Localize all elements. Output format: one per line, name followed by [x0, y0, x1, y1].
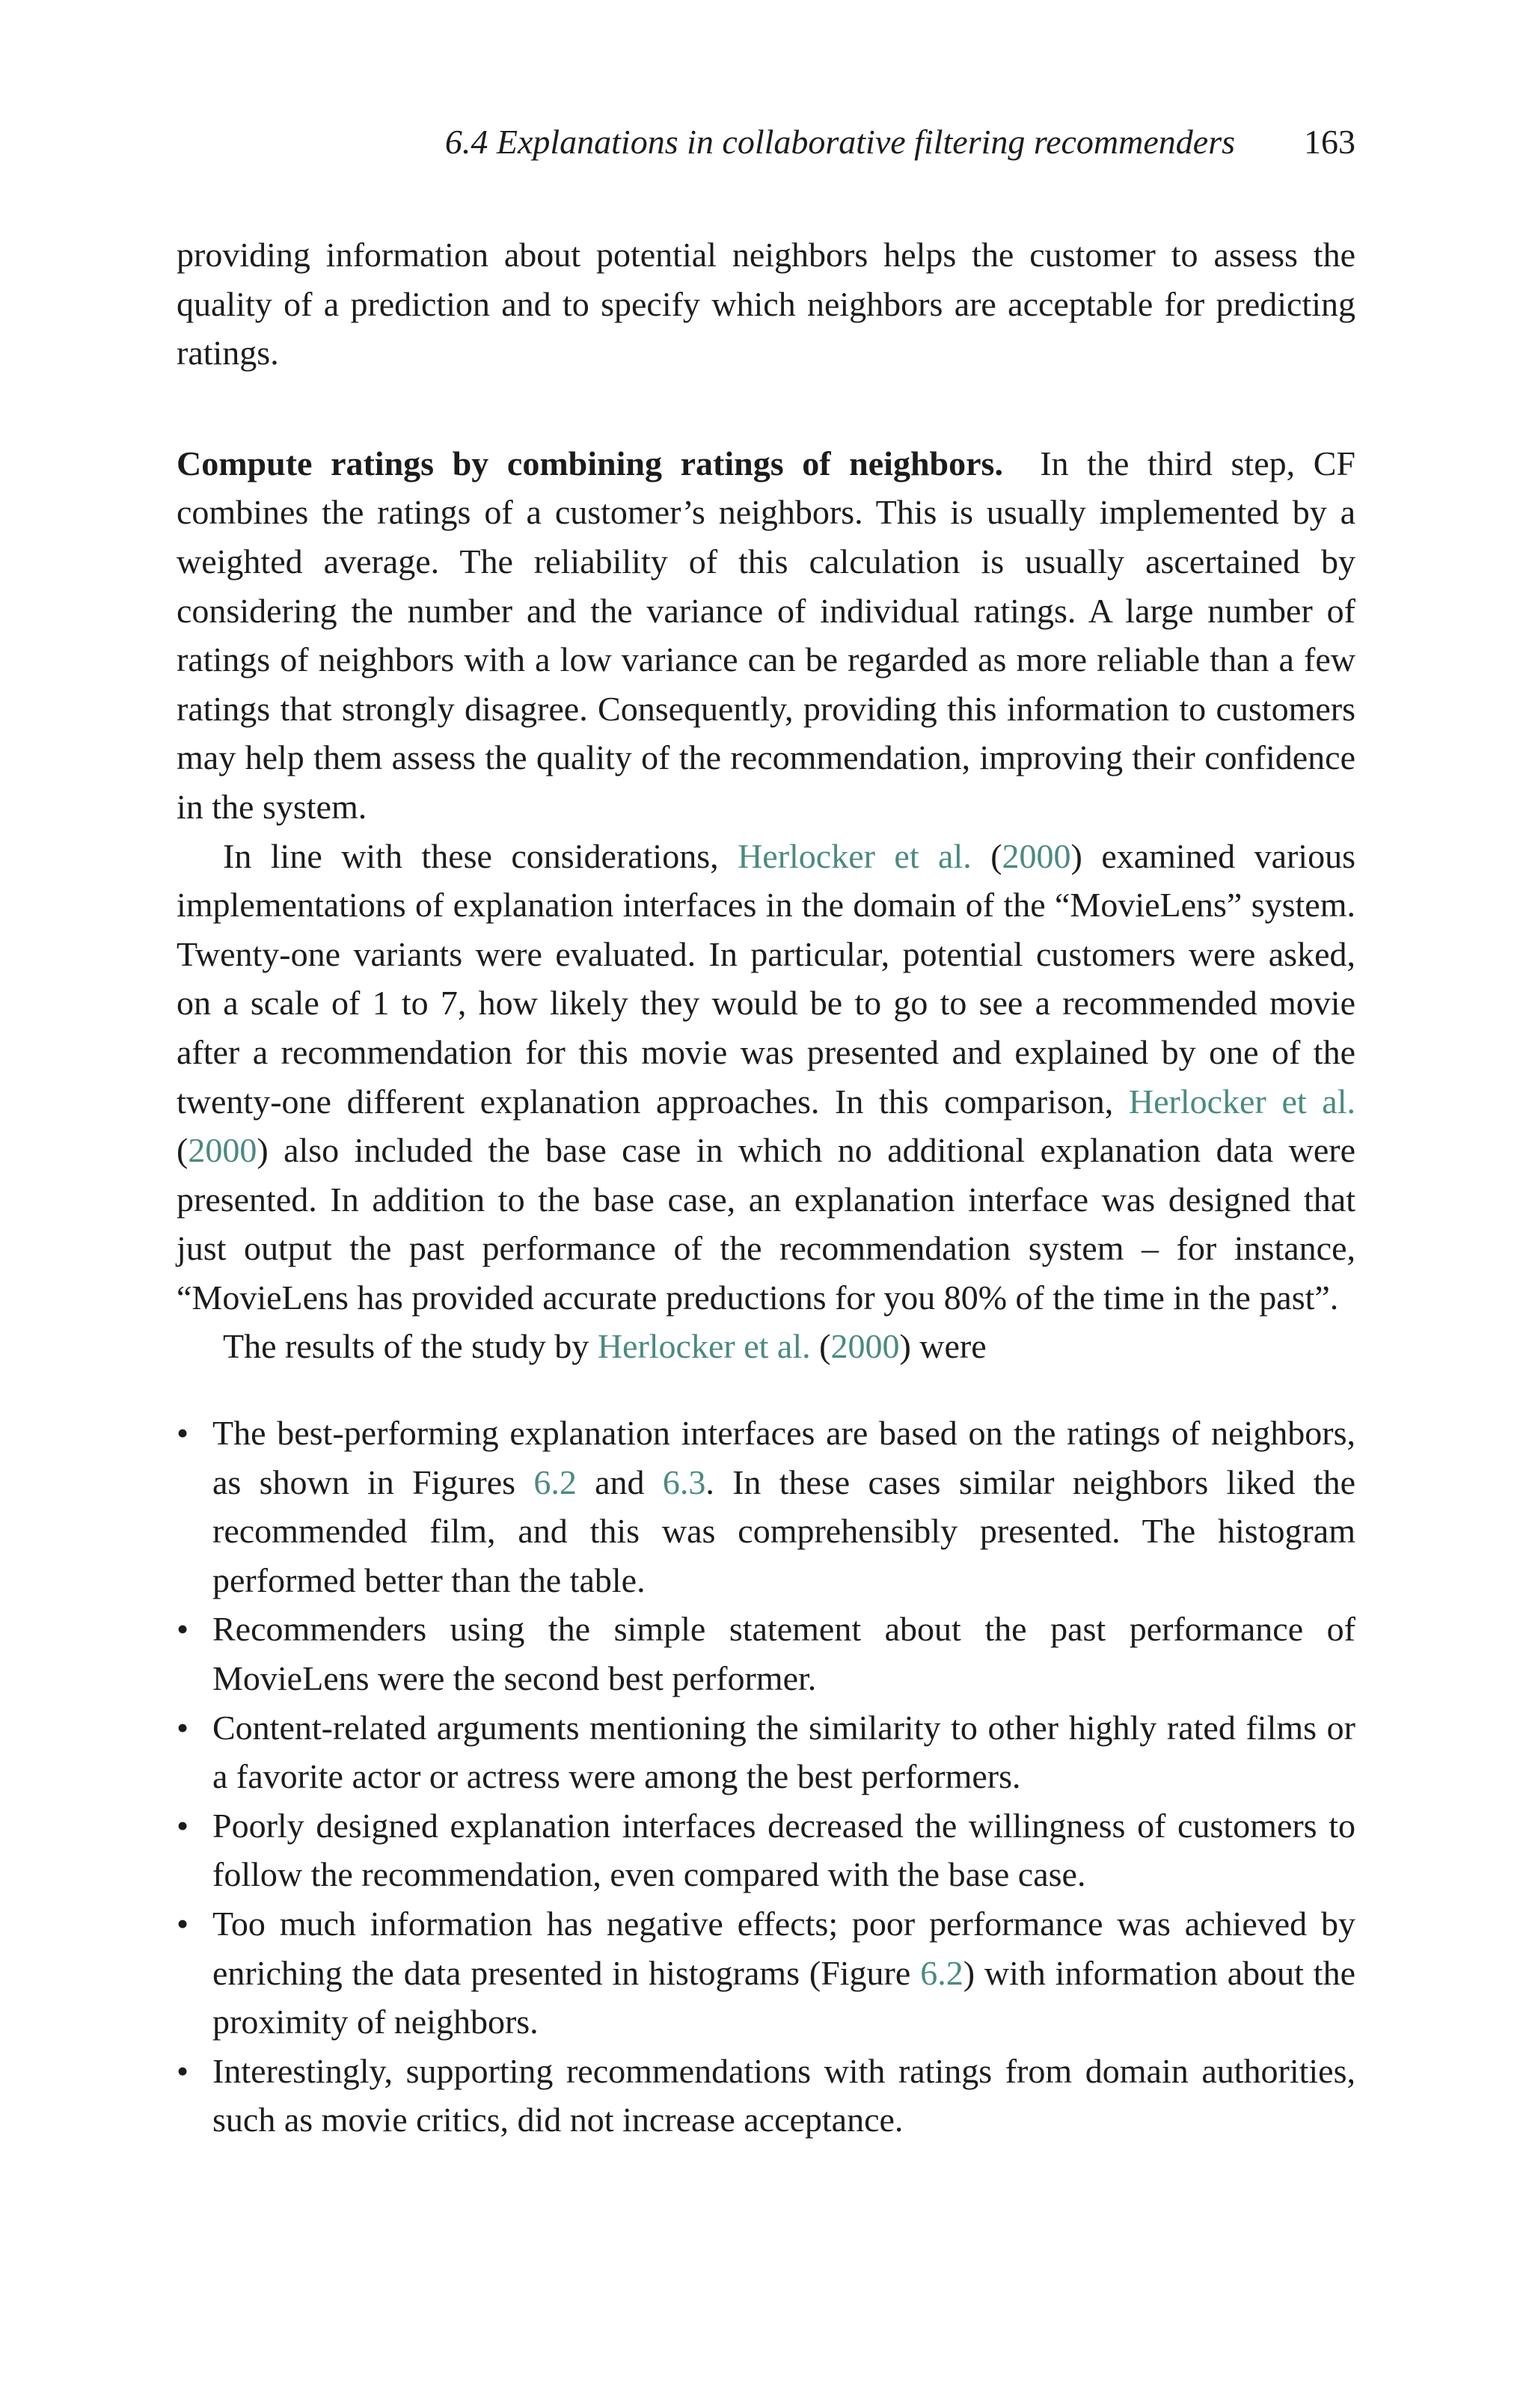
bullet-icon: •	[177, 2051, 189, 2090]
text-run: Content-related arguments mentioning the similarity to other highly rated films or a favorite actor or actress were among the best performers.	[212, 1708, 1355, 1796]
figure-ref-link[interactable]: 6.2	[533, 1462, 577, 1501]
citation-author-link[interactable]: Herlocker et al.	[1128, 1082, 1355, 1121]
figure-ref-link[interactable]: 6.3	[662, 1462, 706, 1501]
run-in-heading: Compute ratings by combining ratings of neighbors.	[177, 444, 1003, 482]
paragraph-continued	[177, 230, 1355, 378]
figure-ref-link[interactable]: 6.2	[920, 1953, 963, 1992]
bullet-item	[177, 1605, 1355, 1703]
bullet-icon: •	[177, 1708, 189, 1747]
bullet-item	[177, 1703, 1355, 1801]
paragraph-results-intro: The results of the study by Herlocker et al. (2000) were	[223, 1327, 987, 1366]
text-run: Poorly designed explanation interfaces decreased the willingness of customers to follow the recommendation, even compared with the base case.	[212, 1806, 1355, 1894]
text-run: examined various implementations of explanation interfaces in the domain of the “MovieLens” system. Twenty-one variants were evaluated. In particular, potential customers were asked, on a scale of 1 to 7, how likely they would be to go to see a recommended movie after a recommendation for this movie was presented and explained by one of the twenty-one different explanation approaches. In this comparison,	[177, 836, 1355, 1121]
paragraph-text: providing information about potential neighbors helps the customer to assess the quality of a prediction and to specify which neighbors are acceptable for predicting ratings.	[177, 236, 1355, 373]
citation-year-link[interactable]: 2000	[1002, 836, 1071, 875]
bullet-icon: •	[177, 1905, 189, 1943]
text-run: Too much information has negative effects; poor performance was achieved by enriching the data presented in histograms (Figure	[212, 1905, 1355, 1992]
paragraph-compute-ratings	[177, 439, 1355, 832]
bullet-item	[177, 2047, 1355, 2145]
text-run: In line with these considerations,	[223, 836, 719, 875]
bullet-icon: •	[177, 1414, 189, 1453]
bullet-item	[177, 1801, 1355, 1899]
text-run: ) with information about the proximity of neighbors.	[212, 1953, 1355, 2041]
paragraph-herlocker-study: In line with these considerations, Herlocker et al. (2000) examined various implementations of explanation interfaces in the domain of the “MovieLens” system. Twenty-one variants were evaluated. In particular, potential customers were asked, on a scale of 1 to 7, how likely they would be to go to see a recommended movie after a recommendation for this movie was presented and explained by one of the twenty-one different explanation approaches. In this comparison, Herlocker et al. (2000) also included the base case in which no additional explanation data were presented. In addition to the base case, an explanation interface was designed that just output the past performance of the recommendation system – for instance, “MovieLens has provided accurate preductions for you 80% of the time in the past”.	[177, 836, 1355, 1317]
running-header	[177, 120, 1355, 165]
bullet-item	[177, 1409, 1355, 1605]
citation-author-link[interactable]: Herlocker et al.	[597, 1327, 811, 1366]
bullet-icon: •	[177, 1806, 189, 1845]
results-bullet-list	[177, 1409, 1355, 2145]
text-run: Interestingly, supporting recommendations with ratings from domain authorities, such as movie critics, did not increase acceptance.	[212, 2051, 1355, 2139]
text-run: Recommenders using the simple statement about the past performance of MovieLens were the second best performer.	[212, 1610, 1355, 1698]
body-text	[177, 230, 1355, 2145]
bullet-item	[177, 1899, 1355, 2047]
text-run: and	[595, 1462, 645, 1501]
citation-year-link[interactable]: 2000	[188, 1131, 257, 1170]
text-run: The results of the study by	[223, 1327, 589, 1366]
citation-author-link[interactable]: Herlocker et al.	[738, 836, 972, 875]
book-page	[177, 120, 1355, 2145]
bullet-icon: •	[177, 1610, 189, 1649]
text-run: The best-performing explanation interfaces are based on the ratings of neighbors, as shown in Figures	[212, 1414, 1355, 1501]
page-number: 163	[1304, 123, 1355, 161]
text-run: were	[919, 1327, 987, 1366]
paragraph-text: In the third step, CF combines the ratings of a customer’s neighbors. This is usually implemented by a weighted average. The reliability of this calculation is usually ascertained by considering the number and the variance of individual ratings. A large number of ratings of neighbors with a low variance can be regarded as more reliable than a few ratings that strongly disagree. Consequently, providing this information to customers may help them assess the quality of the recommendation, improving their confidence in the system.	[177, 444, 1356, 826]
text-run: also included the base case in which no additional explanation data were presented. In addition to the base case, an explanation interface was designed that just output the past performance of the recommendation system – for instance, “MovieLens has provided accurate preductions for you 80% of the time in the past”.	[177, 1131, 1355, 1317]
citation-year-link[interactable]: 2000	[830, 1327, 900, 1366]
running-header-title: 6.4 Explanations in collaborative filtering recommenders	[444, 123, 1235, 161]
text-run: . In these cases similar neighbors liked the recommended film, and this was comprehensibly presented. The histogram performed better than the table.	[212, 1462, 1356, 1599]
